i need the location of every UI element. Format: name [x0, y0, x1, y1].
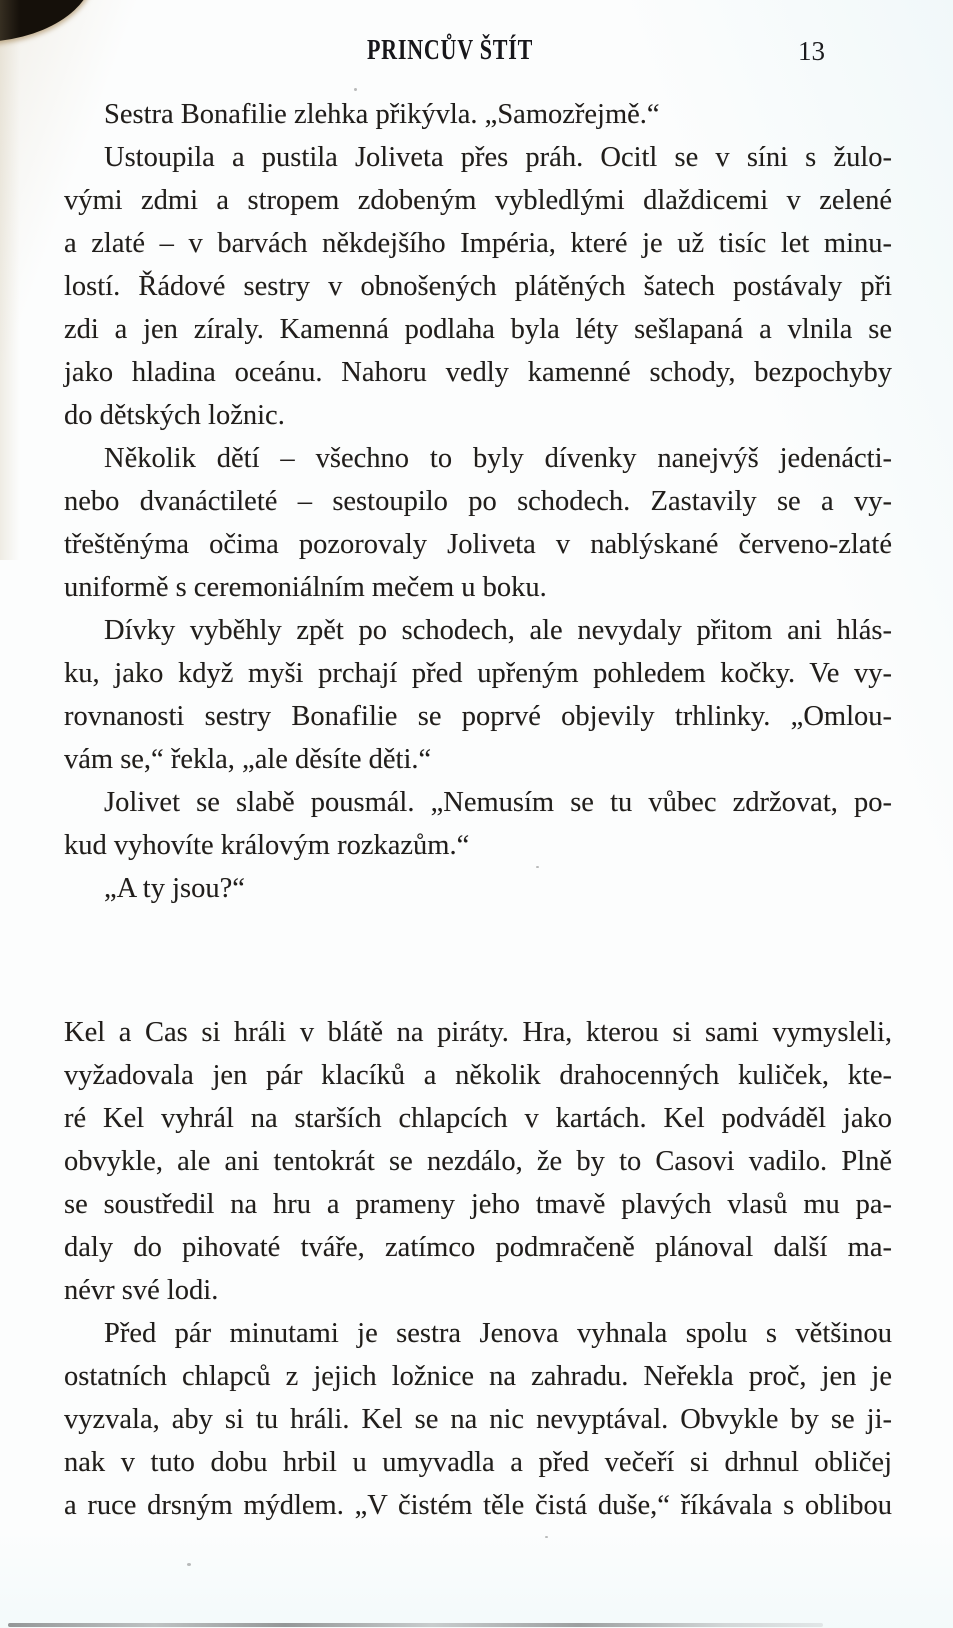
text-line: se soustředil na hru a prameny jeho tmavě plavých vlasů mu pa- — [64, 1189, 892, 1220]
text-line: daly do pihovaté tváře, zatímco podmračeně plánoval další ma- — [64, 1232, 892, 1263]
scan-left-edge-shadow — [0, 0, 20, 560]
text-line: třeštěnýma očima pozorovaly Joliveta v nablýskané červeno-zlaté — [64, 529, 892, 560]
text-line: Před pár minutami je sestra Jenova vyhnala spolu s většinou — [104, 1318, 892, 1349]
text-line: zdi a jen zíraly. Kamenná podlaha byla léty sešlapaná a vlnila se — [64, 314, 892, 345]
paragraph — [64, 1011, 892, 1312]
text-line: vyzvala, aby si tu hráli. Kel se na nic nevyptával. Obvykle by se ji- — [64, 1404, 892, 1435]
text-line: névr své lodi. — [64, 1275, 219, 1306]
text-line: Kel a Cas si hráli v blátě na piráty. Hra, kterou si sami vymysleli, — [64, 1017, 892, 1048]
text-line: ré Kel vyhrál na starších chlapcích v kartách. Kel podváděl jako — [64, 1103, 892, 1134]
paragraph — [64, 867, 892, 910]
text-line: kud vyhovíte královým rozkazům.“ — [64, 830, 470, 861]
paragraph — [64, 1312, 892, 1527]
text-line: vými zdmi a stropem zdobeným vybledlými dlaždicemi v zelené — [64, 185, 892, 216]
page-number: 13 — [798, 36, 825, 66]
text-line: „A ty jsou?“ — [104, 873, 245, 904]
text-line: jako hladina oceánu. Nahoru vedly kamenné schody, bezpochyby — [64, 357, 892, 388]
section-1 — [64, 93, 892, 910]
text-line: do dětských ložnic. — [64, 400, 285, 431]
paragraph — [64, 781, 892, 867]
text-line: uniformě s ceremoniálním mečem u boku. — [64, 572, 547, 603]
text-line: obvykle, ale ani tentokrát se nezdálo, že by to Casovi vadilo. Plně — [64, 1146, 892, 1177]
running-head — [0, 34, 953, 70]
text-line: vám se,“ řekla, „ale děsíte děti.“ — [64, 744, 432, 775]
text-line: nebo dvanáctileté – sestoupilo po schodech. Zastavily se a vy- — [64, 486, 892, 517]
text-block — [64, 93, 892, 1527]
text-line: Několik dětí – všechno to byly dívenky nanejvýš jedenácti- — [104, 443, 892, 474]
text-line: a zlaté – v barvách někdejšího Impéria, které je už tisíc let minu- — [64, 228, 892, 259]
section-2 — [64, 1011, 892, 1527]
scan-speck — [545, 1536, 548, 1538]
paragraph — [64, 93, 892, 136]
paragraph — [64, 437, 892, 609]
text-line: nak v tuto dobu hrbil u umyvadla a před večeří si drhnul obličej — [64, 1447, 892, 1478]
text-line: Ustoupila a pustila Joliveta přes práh. Ocitl se v síni s žulo- — [104, 142, 892, 173]
paragraph — [64, 136, 892, 437]
scan-bottom-edge — [8, 1623, 823, 1627]
text-line: rovnanosti sestry Bonafilie se poprvé objevily trhlinky. „Omlou- — [64, 701, 892, 732]
paragraph — [64, 609, 892, 781]
scan-speck — [354, 88, 357, 91]
text-line: Dívky vyběhly zpět po schodech, ale nevydaly přitom ani hlás- — [104, 615, 892, 646]
scan-speck — [187, 1563, 191, 1566]
text-line: Jolivet se slabě pousmál. „Nemusím se tu vůbec zdržovat, po- — [104, 787, 892, 818]
text-line: lostí. Řádové sestry v obnošených plátěných šatech postávaly při — [64, 271, 892, 302]
text-line: a ruce drsným mýdlem. „V čistém těle čistá duše,“ říkávala s oblibou — [64, 1490, 892, 1521]
running-title: PRINCŮV ŠTÍT — [366, 34, 534, 66]
text-line: Sestra Bonafilie zlehka přikývla. „Samozřejmě.“ — [104, 99, 660, 130]
text-line: ostatních chlapců z jejich ložnice na zahradu. Neřekla proč, jen je — [64, 1361, 892, 1392]
text-line: vyžadovala jen pár klacíků a několik drahocenných kuliček, kte- — [64, 1060, 892, 1091]
text-line: ku, jako když myši prchají před upřeným pohledem kočky. Ve vy- — [64, 658, 892, 689]
